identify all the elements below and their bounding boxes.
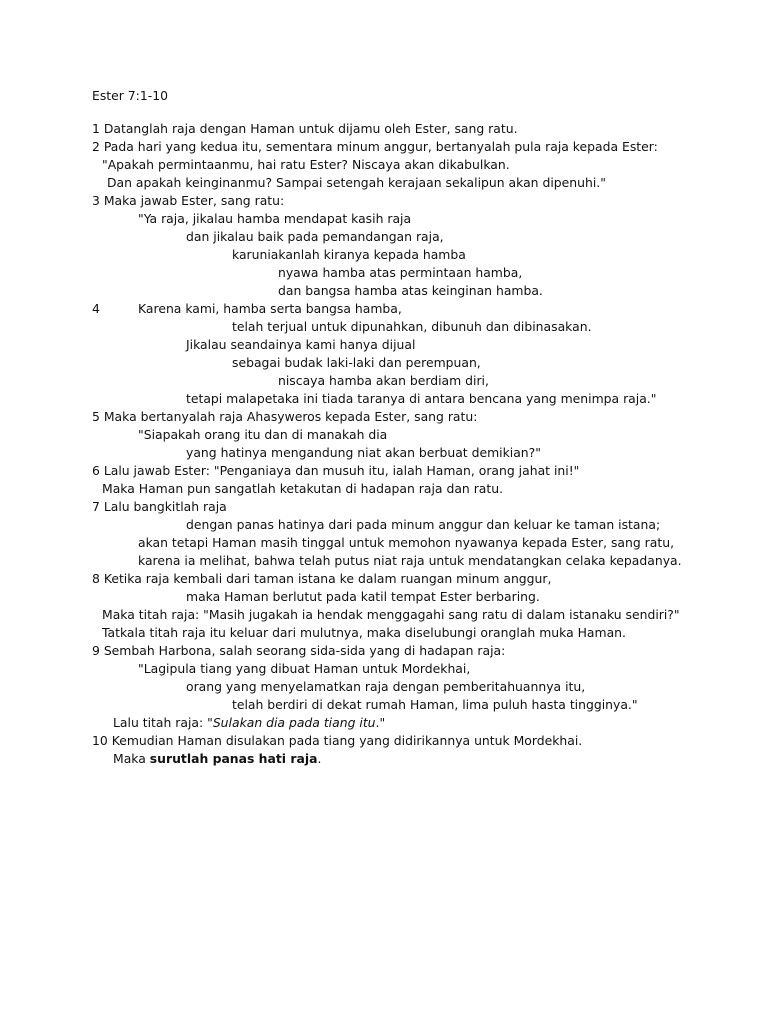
king-command-prefix: Lalu titah raja: " — [113, 715, 213, 730]
verse-3-poetry-line-4: nyawa hamba atas permintaan hamba, — [278, 265, 523, 280]
verse-7-line: 7 Lalu bangkitlah raja — [92, 499, 227, 514]
verse-9-king-command-line — [113, 714, 385, 732]
verse-4-poetry-line-1: telah terjual untuk dipunahkan, dibunuh dan dibinasakan. — [232, 319, 592, 334]
verse-9-poetry-line-2: orang yang menyelamatkan raja dengan pemberitahuannya itu, — [186, 679, 586, 694]
verse-4-poetry-line-3: sebagai budak laki-laki dan perempuan, — [232, 355, 481, 370]
verse-6-line: 6 Lalu jawab Ester: "Penganiaya dan musuh itu, ialah Haman, orang jahat ini!" — [92, 463, 580, 478]
verse-6-continuation-line: Maka Haman pun sangatlah ketakutan di hadapan raja dan ratu. — [102, 481, 504, 496]
verse-5-poetry-line-1: "Siapakah orang itu dan di manakah dia — [138, 427, 388, 442]
verse-3-poetry-line-1: "Ya raja, jikalau hamba mendapat kasih raja — [138, 211, 412, 226]
verse-5-poetry-line-2: yang hatinya mengandung niat akan berbuat demikian?" — [186, 445, 541, 460]
verse-4-line — [92, 300, 402, 318]
verse-2-line: 2 Pada hari yang kedua itu, sementara minum anggur, bertanyalah pula raja kepada Ester: — [92, 139, 658, 154]
verse-8-poetry-line-2: Maka titah raja: "Masih jugakah ia hendak menggagahi sang ratu di dalam istanaku sendiri?" — [102, 607, 680, 622]
verse-5-line: 5 Maka bertanyalah raja Ahasyweros kepada Ester, sang ratu: — [92, 409, 478, 424]
verse-9-poetry-line-3: telah berdiri di dekat rumah Haman, lima puluh hasta tingginya." — [232, 697, 638, 712]
king-command-italic-text: Sulakan dia pada tiang itu — [212, 715, 376, 730]
verse-8-poetry-line-1: maka Haman berlutut pada katil tempat Ester berbaring. — [186, 589, 540, 604]
verse-4-number: 4 — [92, 301, 100, 316]
verse-9-line: 9 Sembah Harbona, salah seorang sida-sida yang di hadapan raja: — [92, 643, 506, 658]
verse-10-line: 10 Kemudian Haman disulakan pada tiang yang didirikannya untuk Mordekhai. — [92, 733, 583, 748]
verse-2-quote-line-2: Dan apakah keinginanmu? Sampai setengah kerajaan sekalipun akan dipenuhi." — [107, 175, 606, 190]
verse-10-final-line — [113, 750, 321, 768]
verse-3-poetry-line-3: karuniakanlah kiranya kepada hamba — [232, 247, 466, 262]
verse-3-poetry-line-2: dan jikalau baik pada pemandangan raja, — [186, 229, 444, 244]
verse-8-line: 8 Ketika raja kembali dari taman istana ke dalam ruangan minum anggur, — [92, 571, 552, 586]
verse-2-quote-line-1: "Apakah permintaanmu, hai ratu Ester? Niscaya akan dikabulkan. — [102, 157, 510, 172]
verse-4-text: Karena kami, hamba serta bangsa hamba, — [138, 301, 402, 316]
verse-7-poetry-line-2: akan tetapi Haman masih tinggal untuk memohon nyawanya kepada Ester, sang ratu, — [138, 535, 675, 550]
document-title: Ester 7:1-10 — [92, 88, 168, 103]
verse-4-poetry-line-4: niscaya hamba akan berdiam diri, — [278, 373, 489, 388]
verse-3-poetry-line-5: dan bangsa hamba atas keinginan hamba. — [278, 283, 543, 298]
final-line-bold-text: surutlah panas hati raja — [149, 751, 318, 766]
verse-3-line: 3 Maka jawab Ester, sang ratu: — [92, 193, 285, 208]
verse-4-poetry-line-2: Jikalau seandainya kami hanya dijual — [186, 337, 416, 352]
verse-9-poetry-line-1: "Lagipula tiang yang dibuat Haman untuk Mordekhai, — [138, 661, 471, 676]
final-line-suffix: . — [317, 751, 322, 766]
verse-8-poetry-line-3: Tatkala titah raja itu keluar dari mulutnya, maka diselubungi oranglah muka Haman. — [102, 625, 626, 640]
king-command-suffix: ." — [375, 715, 386, 730]
verse-1-line: 1 Datanglah raja dengan Haman untuk dijamu oleh Ester, sang ratu. — [92, 121, 518, 136]
verse-7-poetry-line-1: dengan panas hatinya dari pada minum anggur dan keluar ke taman istana; — [186, 517, 661, 532]
final-line-prefix: Maka — [113, 751, 150, 766]
verse-7-poetry-line-3: karena ia melihat, bahwa telah putus niat raja untuk mendatangkan celaka kepadanya. — [138, 553, 682, 568]
verse-4-poetry-line-5: tetapi malapetaka ini tiada taranya di antara bencana yang menimpa raja." — [186, 391, 657, 406]
